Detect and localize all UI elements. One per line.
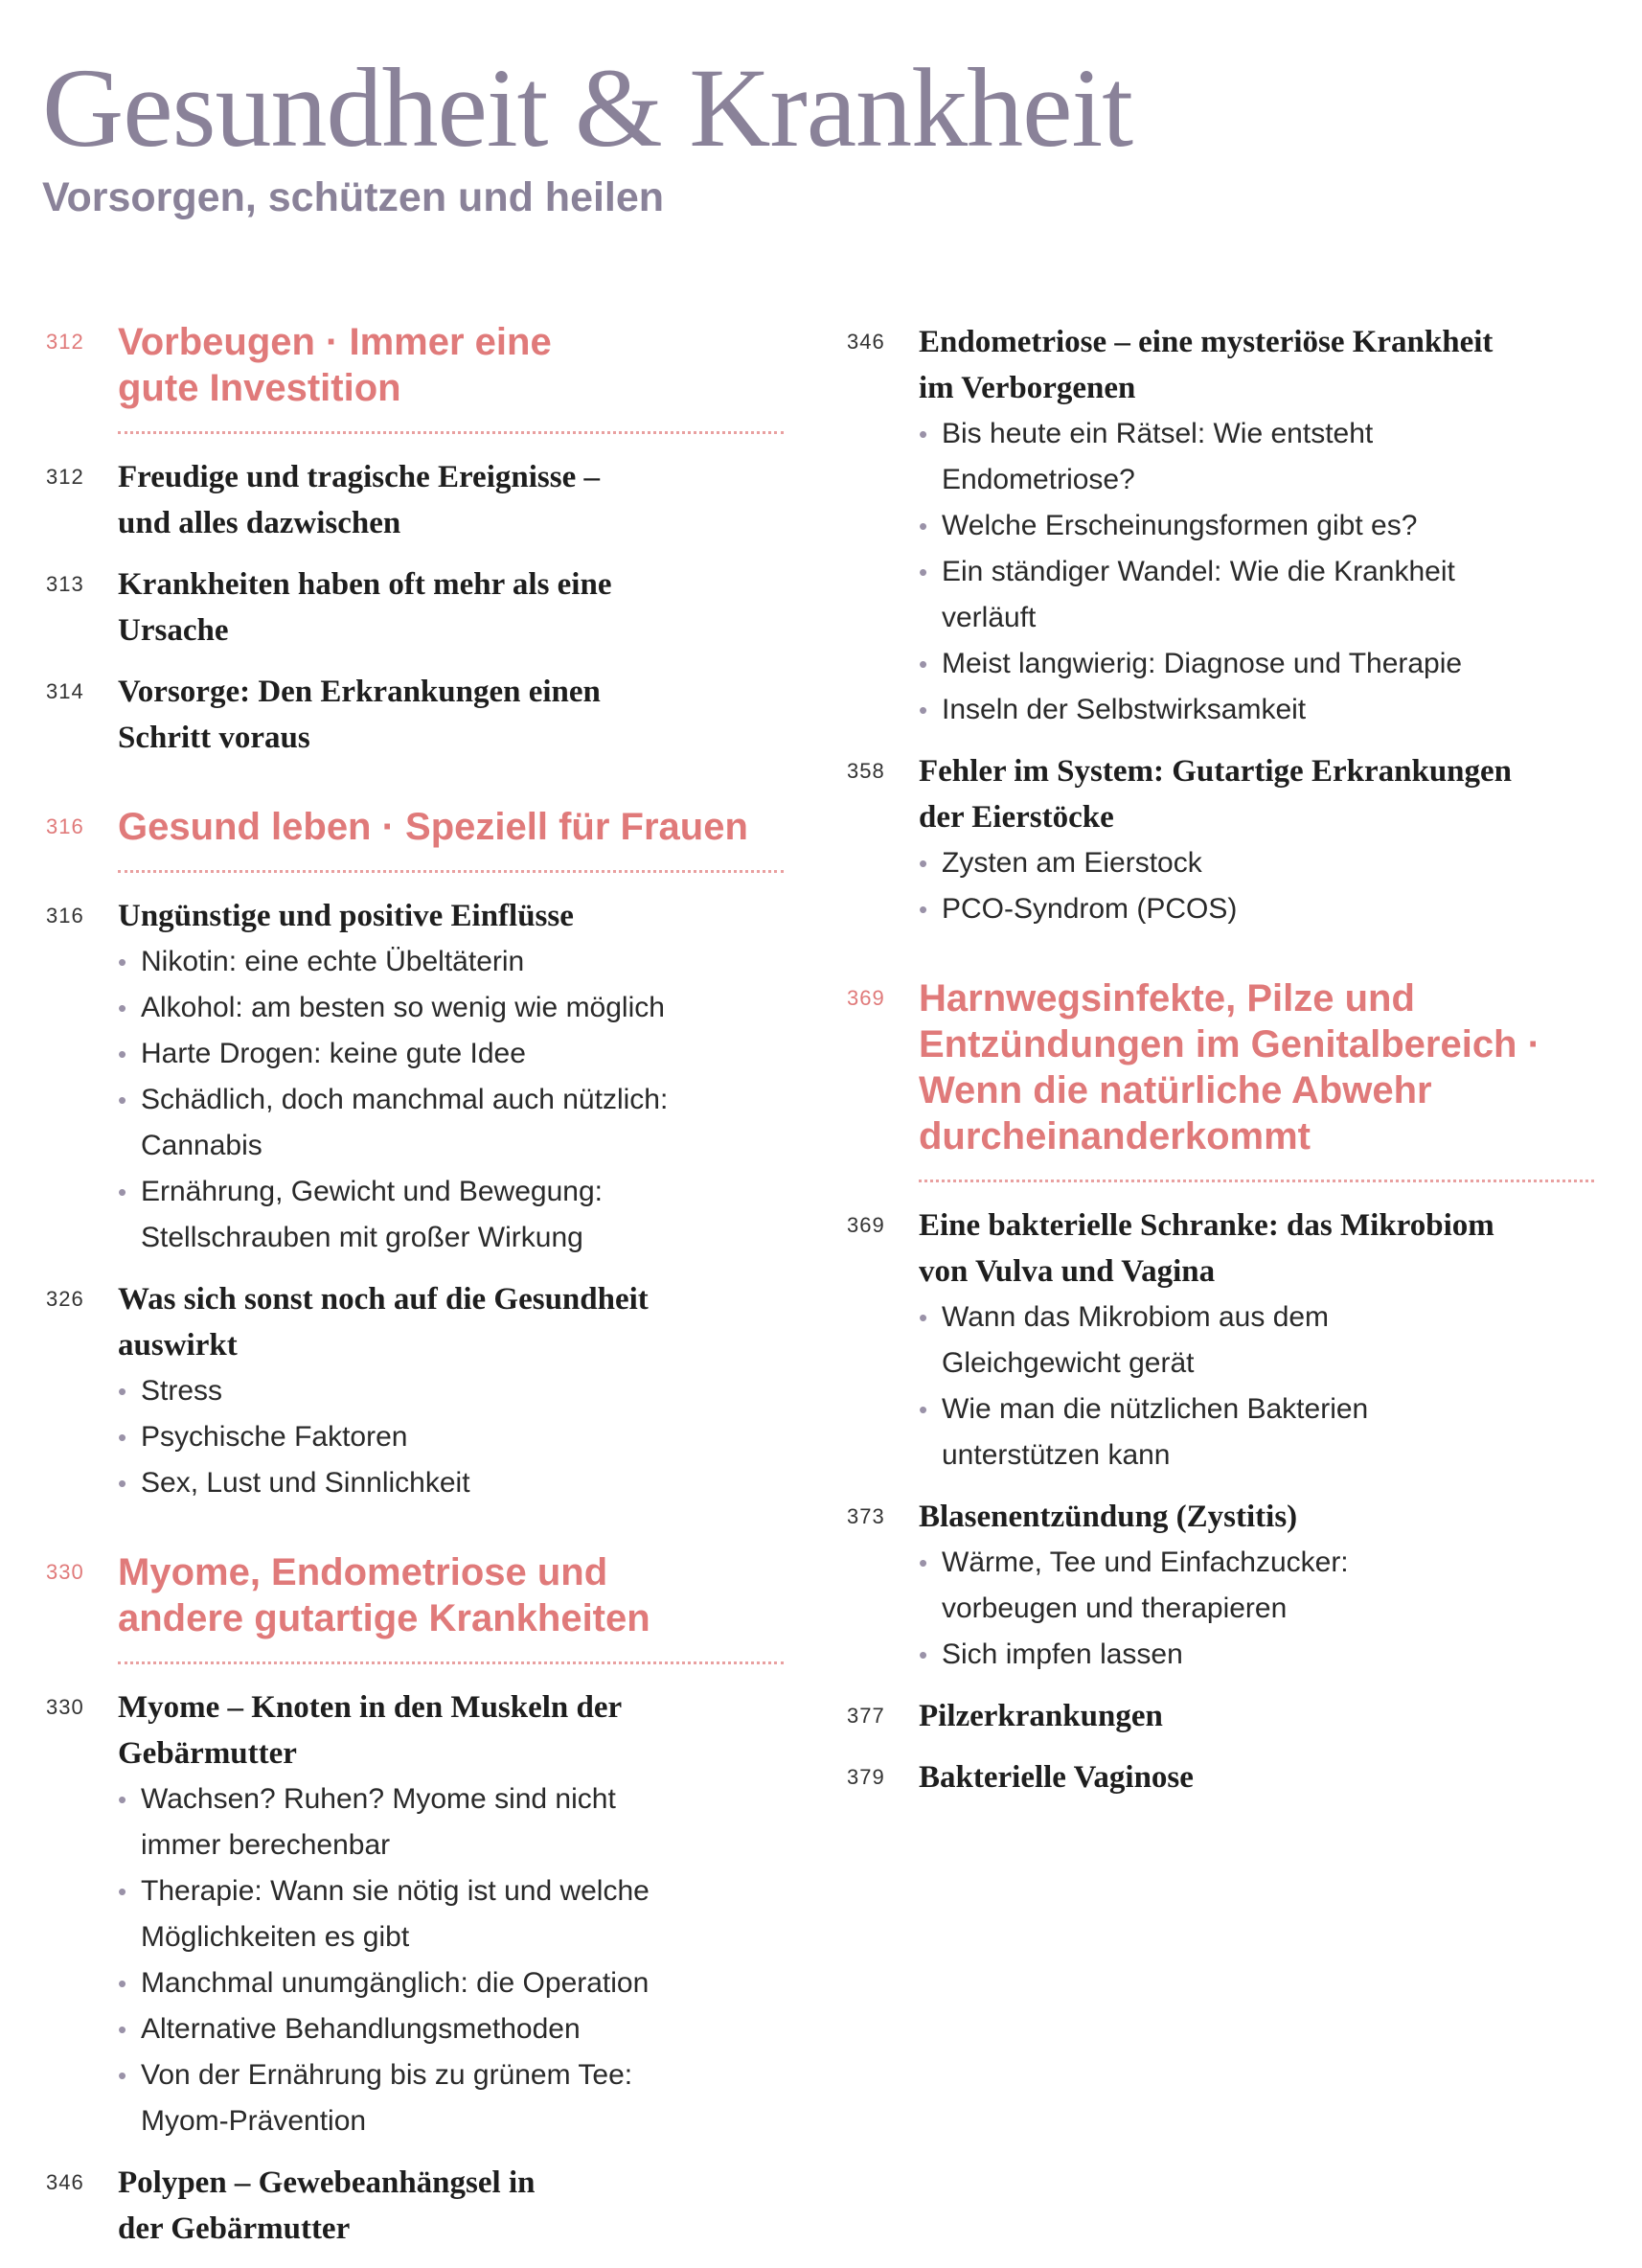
section-title-line: durcheinanderkommt xyxy=(919,1115,1311,1157)
subentry-text-line: • Alkohol: am besten so wenig wie möglich xyxy=(141,992,665,1023)
subentry-text-line: • Von der Ernährung bis zu grünem Tee: xyxy=(141,2059,633,2091)
toc-subentry[interactable] xyxy=(919,641,1594,687)
entry-title-line: Was sich sonst noch auf die Gesundheit xyxy=(118,1282,649,1317)
toc-entry[interactable] xyxy=(847,1693,1594,1739)
subentry-text-line: verläuft xyxy=(942,602,1037,633)
toc-section-heading[interactable] xyxy=(46,804,784,850)
subentry-text-line: Myom-Prävention xyxy=(141,2105,367,2137)
page-number: 326 xyxy=(46,1287,84,1311)
subentry-text-line: • Bis heute ein Rätsel: Wie entsteht xyxy=(942,418,1374,449)
toc-subentry[interactable] xyxy=(919,1294,1594,1386)
toc-subentry[interactable] xyxy=(118,2006,784,2052)
subentry-text-line: • Wie man die nützlichen Bakterien xyxy=(942,1393,1369,1425)
toc-subentry[interactable] xyxy=(919,886,1594,932)
page-number: 314 xyxy=(46,679,84,703)
page-title: Gesundheit & Krankheit xyxy=(42,45,1133,171)
page-number: 373 xyxy=(847,1504,885,1528)
page-number: 316 xyxy=(46,904,84,928)
toc-entry[interactable] xyxy=(847,1754,1594,1800)
subentry-text-line: • Psychische Faktoren xyxy=(141,1421,408,1453)
page-subtitle: Vorsorgen, schützen und heilen xyxy=(42,174,665,220)
subentry-text-line: Gleichgewicht gerät xyxy=(942,1347,1195,1379)
subentry-text-line: • Nikotin: eine echte Übeltäterin xyxy=(141,946,525,977)
entry-title-line: der Gebärmutter xyxy=(118,2211,351,2246)
page-number: 316 xyxy=(46,814,84,838)
entry-title-line: und alles dazwischen xyxy=(118,506,401,540)
entry-title-line: Fehler im System: Gutartige Erkrankungen xyxy=(919,754,1513,789)
subentry-text-line: • Welche Erscheinungsformen gibt es? xyxy=(942,510,1418,541)
section-title-line: Gesund leben · Speziell für Frauen xyxy=(118,806,748,848)
toc-entry[interactable] xyxy=(46,1276,784,1506)
dotted-divider xyxy=(118,431,784,434)
subentry-text-line: • PCO-Syndrom (PCOS) xyxy=(942,893,1238,925)
toc-entry[interactable] xyxy=(847,748,1594,932)
toc-subentry[interactable] xyxy=(118,939,784,985)
subentry-text-line: • Sich impfen lassen xyxy=(942,1638,1183,1670)
toc-subentry[interactable] xyxy=(919,687,1594,733)
toc-subentry[interactable] xyxy=(919,840,1594,886)
toc-subentry[interactable] xyxy=(919,411,1594,503)
section-title-line: Wenn die natürliche Abwehr xyxy=(919,1069,1432,1111)
page-number: 346 xyxy=(847,330,885,354)
toc-entry[interactable] xyxy=(46,454,784,546)
subentry-text-line: • Ernährung, Gewicht und Bewegung: xyxy=(141,1176,603,1207)
page-number: 313 xyxy=(46,572,84,596)
subentry-text-line: • Wachsen? Ruhen? Myome sind nicht xyxy=(141,1783,616,1815)
entry-title-line: Schritt voraus xyxy=(118,721,310,755)
toc-subentry[interactable] xyxy=(118,1868,784,1960)
subentry-text-line: Endometriose? xyxy=(942,464,1135,495)
page-number: 358 xyxy=(847,759,885,783)
toc-section-heading[interactable] xyxy=(847,975,1594,1159)
section-title-line: andere gutartige Krankheiten xyxy=(118,1597,650,1639)
subentry-text-line: • Wann das Mikrobiom aus dem xyxy=(942,1301,1330,1333)
subentry-text-line: • Wärme, Tee und Einfachzucker: xyxy=(942,1546,1349,1578)
entry-title-line: von Vulva und Vagina xyxy=(919,1254,1216,1289)
dotted-divider xyxy=(118,870,784,873)
toc-subentry[interactable] xyxy=(919,1540,1594,1632)
entry-title-line: Vorsorge: Den Erkrankungen einen xyxy=(118,675,601,709)
toc-column-left xyxy=(46,319,784,2252)
section-title-line: Entzündungen im Genitalbereich · xyxy=(919,1023,1540,1065)
entry-title-line: Polypen – Gewebeanhängsel in xyxy=(118,2165,536,2200)
page-number: 312 xyxy=(46,330,84,354)
entry-title-line: Freudige und tragische Ereignisse – xyxy=(118,460,600,494)
subentry-text-line: Cannabis xyxy=(141,1130,262,1161)
subentry-text-line: • Sex, Lust und Sinnlichkeit xyxy=(141,1467,470,1499)
toc-subentry[interactable] xyxy=(118,1169,784,1261)
page-number: 377 xyxy=(847,1704,885,1728)
toc-entry[interactable] xyxy=(847,1203,1594,1478)
entry-title-line: Blasenentzündung (Zystitis) xyxy=(919,1500,1298,1534)
section-title-line: gute Investition xyxy=(118,367,401,409)
dotted-divider xyxy=(118,1661,784,1664)
subentry-text-line: • Ein ständiger Wandel: Wie die Krankheit xyxy=(942,556,1455,587)
toc-subentry[interactable] xyxy=(118,1776,784,1868)
subentry-text-line: • Zysten am Eierstock xyxy=(942,847,1202,879)
toc-section-heading[interactable] xyxy=(46,319,784,411)
subentry-text-line: vorbeugen und therapieren xyxy=(942,1592,1288,1624)
subentry-text-line: • Harte Drogen: keine gute Idee xyxy=(141,1038,526,1069)
entry-title-line: Eine bakterielle Schranke: das Mikrobiom xyxy=(919,1208,1494,1243)
subentry-text-line: • Inseln der Selbstwirksamkeit xyxy=(942,694,1307,725)
toc-entry[interactable] xyxy=(847,1494,1594,1678)
toc-subentry[interactable] xyxy=(118,1414,784,1460)
subentry-text-line: • Meist langwierig: Diagnose und Therapie xyxy=(942,648,1463,679)
subentry-text-line: Stellschrauben mit großer Wirkung xyxy=(141,1222,583,1253)
entry-title-line: Ursache xyxy=(118,613,229,648)
entry-title-line: Gebärmutter xyxy=(118,1736,297,1771)
toc-entry[interactable] xyxy=(46,2160,784,2252)
toc-subentry[interactable] xyxy=(919,1632,1594,1678)
toc-subentry[interactable] xyxy=(118,1460,784,1506)
entry-title-line: auswirkt xyxy=(118,1328,238,1363)
subentry-text-line: • Therapie: Wann sie nötig ist und welche xyxy=(141,1875,650,1907)
toc-subentry[interactable] xyxy=(118,1031,784,1077)
toc-entry[interactable] xyxy=(46,669,784,761)
toc-entry[interactable] xyxy=(46,1684,784,2144)
toc-subentry[interactable] xyxy=(919,503,1594,549)
toc-section-heading[interactable] xyxy=(46,1549,784,1641)
entry-title-line: Krankheiten haben oft mehr als eine xyxy=(118,567,612,602)
toc-entry[interactable] xyxy=(847,319,1594,733)
entry-title-line: Endometriose – eine mysteriöse Krankheit xyxy=(919,325,1494,359)
entry-title-line: Pilzerkrankungen xyxy=(919,1699,1163,1733)
toc-column-right xyxy=(847,319,1594,1800)
subentry-text-line: • Manchmal unumgänglich: die Operation xyxy=(141,1967,650,1999)
section-title-line: Harnwegsinfekte, Pilze und xyxy=(919,977,1415,1019)
subentry-text-line: • Schädlich, doch manchmal auch nützlich: xyxy=(141,1084,669,1115)
toc-subentry[interactable] xyxy=(118,1077,784,1169)
page-number: 369 xyxy=(847,1213,885,1237)
subentry-text-line: unterstützen kann xyxy=(942,1439,1171,1471)
subentry-text-line: immer berechenbar xyxy=(141,1829,391,1861)
entry-title-line: Myome – Knoten in den Muskeln der xyxy=(118,1690,623,1725)
toc-subentry[interactable] xyxy=(118,2052,784,2144)
page-number: 346 xyxy=(46,2170,84,2194)
page-number: 379 xyxy=(847,1765,885,1789)
entry-title-line: Bakterielle Vaginose xyxy=(919,1760,1194,1795)
section-title-line: Vorbeugen · Immer eine xyxy=(118,321,552,363)
page-number: 330 xyxy=(46,1695,84,1719)
toc-subentry[interactable] xyxy=(919,1386,1594,1478)
subentry-text-line: • Alternative Behandlungsmethoden xyxy=(141,2013,581,2045)
entry-title-line: im Verborgenen xyxy=(919,371,1136,405)
dotted-divider xyxy=(919,1180,1594,1182)
entry-title-line: Ungünstige und positive Einflüsse xyxy=(118,899,574,933)
toc-entry[interactable] xyxy=(46,561,784,653)
toc-subentry[interactable] xyxy=(118,985,784,1031)
entry-title-line: der Eierstöcke xyxy=(919,800,1114,835)
page-number: 330 xyxy=(46,1560,84,1584)
subentry-text-line: • Stress xyxy=(141,1375,223,1407)
toc-entry[interactable] xyxy=(46,893,784,1261)
page-number: 312 xyxy=(46,465,84,489)
toc-subentry[interactable] xyxy=(919,549,1594,641)
page-number: 369 xyxy=(847,986,885,1010)
subentry-text-line: Möglichkeiten es gibt xyxy=(141,1921,410,1953)
toc-subentry[interactable] xyxy=(118,1368,784,1414)
toc-subentry[interactable] xyxy=(118,1960,784,2006)
section-title-line: Myome, Endometriose und xyxy=(118,1551,608,1593)
